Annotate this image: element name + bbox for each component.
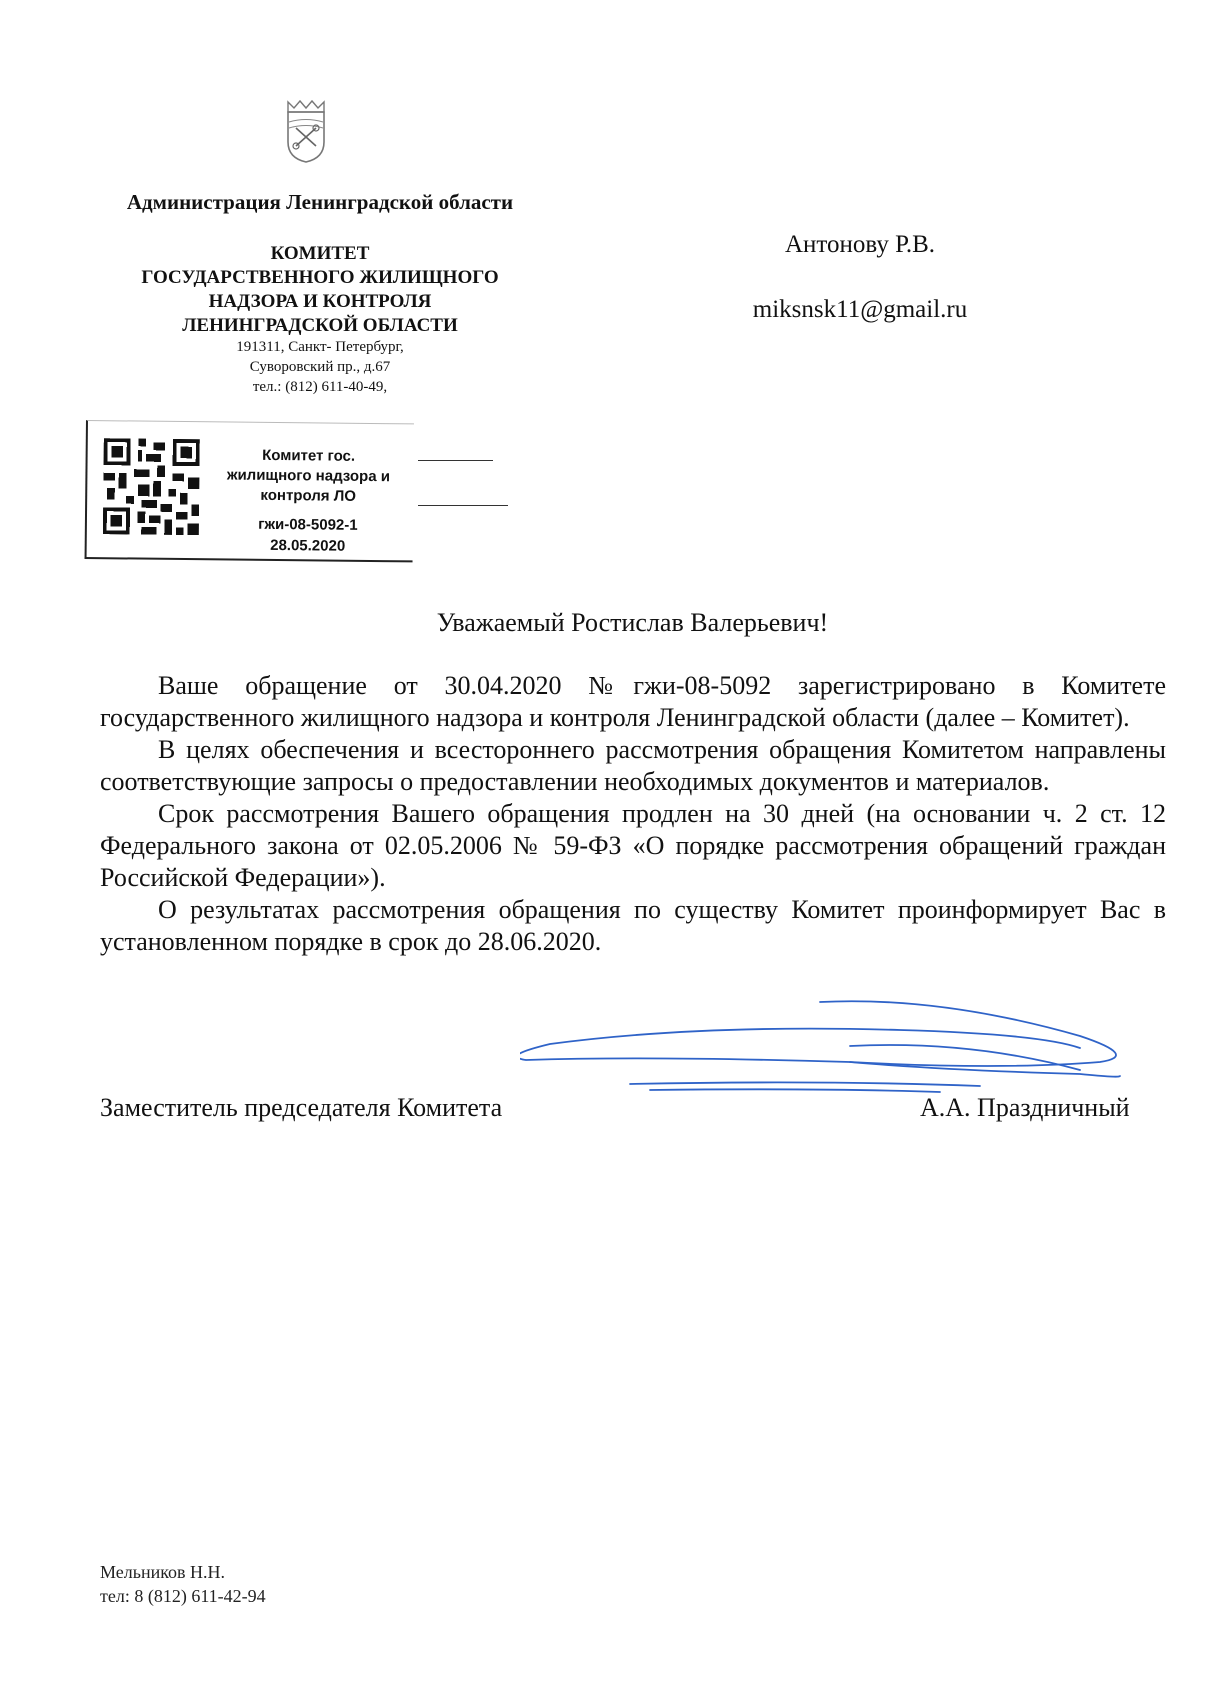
letter-paragraph: В целях обеспечения и всестороннего рассмотрения обращения Комитетом направлены соответствующие запросы о предоставлении необходимых документов и материалов. xyxy=(100,735,1166,796)
committee-line: НАДЗОРА И КОНТРОЛЯ xyxy=(208,291,432,312)
committee-line: ЛЕНИНГРАДСКОЙ ОБЛАСТИ xyxy=(182,315,458,336)
executor-name: Мельников Н.Н. xyxy=(100,1562,226,1582)
blank-line xyxy=(418,505,508,506)
executor-info xyxy=(100,1560,266,1608)
recipient-name: Антонову Р.В. xyxy=(784,231,936,258)
stamp-org-line: Комитет гос. xyxy=(262,446,356,465)
letter-paragraph: Срок рассмотрения Вашего обращения продлен на 30 дней (на основании ч. 2 ст. 12 Федерального закона от 02.05.2006 № 59-ФЗ «О порядке рассмотрения обращений граждан Российской Федерации»). xyxy=(100,799,1166,892)
signature-strokes xyxy=(520,1001,1120,1092)
signatory-name: А.А. Праздничный xyxy=(920,1093,1130,1122)
blank-line xyxy=(418,460,493,461)
address-line: тел.: (812) 611-40-49, xyxy=(252,379,388,395)
stamp-organization xyxy=(213,445,404,507)
stamp-date: 28.05.2020 xyxy=(270,536,346,555)
registration-stamp xyxy=(85,420,416,563)
stamp-org-line: контроля ЛО xyxy=(260,486,357,505)
signatory-title: Заместитель председателя Комитета xyxy=(100,1093,503,1122)
committee-line: КОМИТЕТ xyxy=(270,243,370,264)
committee-line: ГОСУДАРСТВЕННОГО ЖИЛИЩНОГО xyxy=(141,267,499,288)
stamp-org-line: жилищного надзора и xyxy=(226,466,391,486)
stamp-reg-number: гжи-08-5092-1 xyxy=(258,515,358,534)
recipient-email: miksnsk11@gmail.ru xyxy=(752,296,968,323)
committee-address xyxy=(160,337,480,397)
qr-code xyxy=(103,438,200,535)
address-line: Суворовский пр., д.67 xyxy=(249,359,391,375)
committee-name xyxy=(110,242,530,338)
executor-phone: тел: 8 (812) 611-42-94 xyxy=(100,1586,266,1606)
address-line: 191311, Санкт- Петербург, xyxy=(236,339,404,355)
letter-body xyxy=(100,670,1166,958)
coat-of-arms-emblem xyxy=(284,98,328,164)
stamp-registration xyxy=(213,513,403,557)
administration-name: Администрация Ленинградской области xyxy=(126,190,514,214)
letter-salutation: Уважаемый Ростислав Валерьевич! xyxy=(436,608,829,637)
letter-paragraph: Ваше обращение от 30.04.2020 №гжи-08-5092 зарегистрировано в Комитете государственного жилищного надзора и контроля Ленинградской области (далее – Комитет). xyxy=(100,671,1166,732)
letter-paragraph: О результатах рассмотрения обращения по существу Комитет проинформирует Вас в установленном порядке в срок до 28.06.2020. xyxy=(100,895,1166,956)
